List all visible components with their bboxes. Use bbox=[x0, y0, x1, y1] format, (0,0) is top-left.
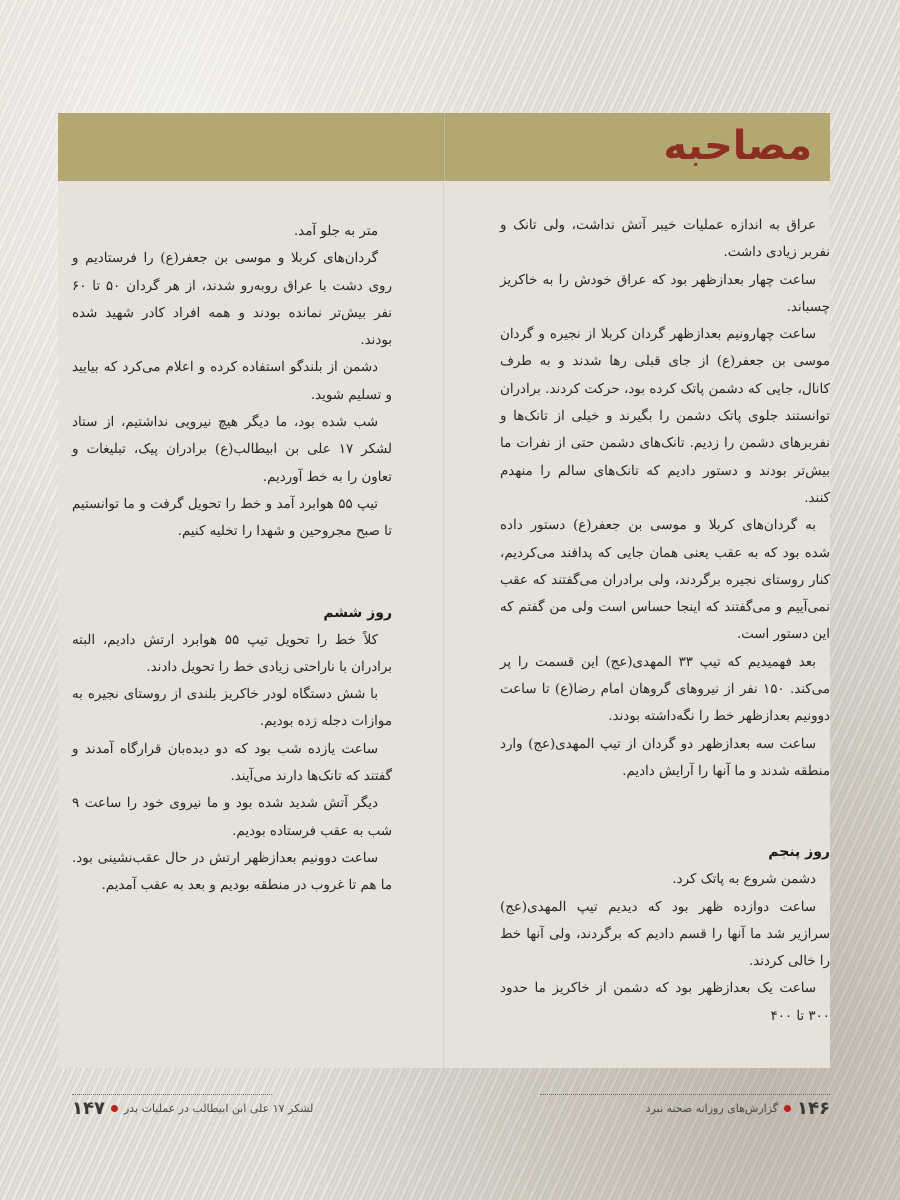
paragraph: ساعت سه بعدازظهر دو گردان از تیپ المهدی(عج) وارد منطقه شدند و ما آنها را آرایش دادیم. bbox=[500, 736, 830, 779]
paragraph: دیگر آتش شدید شده بود و ما نیروی خود را ساعت ۹ شب به عقب فرستاده بودیم. bbox=[72, 796, 392, 839]
running-footer: لشکر ۱۷ علی ابن ابیطالب در عملیات بدر bbox=[123, 1102, 314, 1115]
paragraph: ساعت دوازده ظهر بود که دیدیم تیپ المهدی(عج) سرازیر شد ما آنها را قسم دادیم که برگردند، ولی آنها خط را خالی کردند. bbox=[500, 899, 830, 970]
paragraph: با شش دستگاه لودر خاکریز بلندی از روستای نجیره به موازات دجله زده بودیم. bbox=[72, 687, 392, 730]
paragraph: بعد فهمیدیم که تیپ ۳۳ المهدی(عج) این قسمت را پر می‌کند. ۱۵۰ نفر از نیروهای گروهان امام رضا(ع) تا ساعت دوونیم بعدازظهر خط را نگه‌داشته بودند. bbox=[500, 654, 830, 725]
paragraph: به گردان‌های کربلا و موسی بن جعفر(ع) دستور داده شده بود که به عقب یعنی همان جایی که پدافند می‌کردیم، کنار روستای نجیره برگردند، ولی برادران می‌گفتند که عقب نمی‌آییم و می‌گفتند که اینجا حساس است ولی من گفتم که این دستور است. bbox=[500, 518, 830, 643]
paragraph: ساعت چهارونیم بعدازظهر گردان کربلا از نجیره و گردان موسی بن جعفر(ع) از جای قبلی رها شدند و به طرف کانال، جایی که دشمن پاتک کرده بود، حرکت کردند. برادران توانستند جلوی پاتک دشمن را بگیرند و خیلی از تانک‌ها و نفربرهای دشمن را زدیم. تانک‌های دشمن حتی از نفرات ما بیش‌تر بودند و دستور دادیم که تانک‌های سالم را منهدم کنند. bbox=[500, 327, 830, 506]
page-number: ۱۴۶ bbox=[797, 1098, 830, 1119]
running-footer: گزارش‌های روزانه صحنه نبرد bbox=[645, 1102, 779, 1115]
bullet-dot-icon bbox=[111, 1105, 118, 1112]
paragraph: ساعت یک بعدازظهر بود که دشمن از خاکریز ما حدود ۳۰۰ تا ۴۰۰ bbox=[500, 981, 830, 1024]
paragraph: گردان‌های کربلا و موسی بن جعفر(ع) را فرستادیم و روی دشت با عراق روبه‌رو شدند، از هر گردان ۵۰ تا ۶۰ نفر بیش‌تر نمانده بودند و همه افراد کادر شهید شده بودند. bbox=[72, 251, 392, 349]
paragraph: دشمن از بلندگو استفاده کرده و اعلام می‌کرد که بیایید و تسلیم شوید. bbox=[72, 360, 392, 403]
page-fold bbox=[443, 113, 445, 1068]
paragraph: شب شده بود، ما دیگر هیچ نیرویی نداشتیم، از ستاد لشکر ۱۷ علی بن ابیطالب(ع) برادران پیک، تبلیغات و تعاون را به خط آوردیم. bbox=[72, 415, 392, 485]
footer-rule-left bbox=[72, 1094, 272, 1095]
paragraph: متر به جلو آمد. bbox=[293, 224, 378, 239]
left-column bbox=[72, 218, 392, 900]
paragraph: ساعت یازده شب بود که دو دیده‌بان قرارگاه آمدند و گفتند که تانک‌ها دارند می‌آیند. bbox=[72, 741, 392, 785]
section-heading: روز ششم bbox=[323, 604, 392, 621]
section-heading: روز پنجم bbox=[768, 844, 830, 861]
section-gap bbox=[72, 546, 392, 600]
bullet-dot-icon bbox=[784, 1105, 791, 1112]
section-gap bbox=[500, 785, 830, 839]
paragraph: دشمن شروع به پاتک کرد. bbox=[672, 872, 816, 888]
paragraph: عراق به اندازه عملیات خیبر آتش نداشت، ولی تانک و نفربر زیادی داشت. bbox=[500, 218, 830, 261]
page-number: ۱۴۷ bbox=[72, 1098, 105, 1119]
footer-right bbox=[646, 1098, 830, 1119]
paragraph: کلاً خط را تحویل تیپ ۵۵ هوابرد ارتش دادیم، البته برادران با ناراحتی زیادی خط را تحویل دادند. bbox=[72, 632, 392, 675]
footer-left bbox=[72, 1098, 313, 1119]
right-column bbox=[500, 212, 830, 1030]
page-title: مصاحبه bbox=[663, 123, 812, 169]
paragraph: ساعت دوونیم بعدازظهر ارتش در حال عقب‌نشینی بود. ما هم تا غروب در منطقه بودیم و بعد به عقب آمدیم. bbox=[72, 850, 392, 894]
paragraph: تیپ ۵۵ هوابرد آمد و خط را تحویل گرفت و ما توانستیم تا صبح مجروحین و شهدا را تخلیه کنیم. bbox=[72, 496, 392, 540]
footer-rule-right bbox=[540, 1094, 830, 1095]
paragraph: ساعت چهار بعدازظهر بود که عراق خودش را به خاکریز چسباند. bbox=[500, 272, 830, 315]
